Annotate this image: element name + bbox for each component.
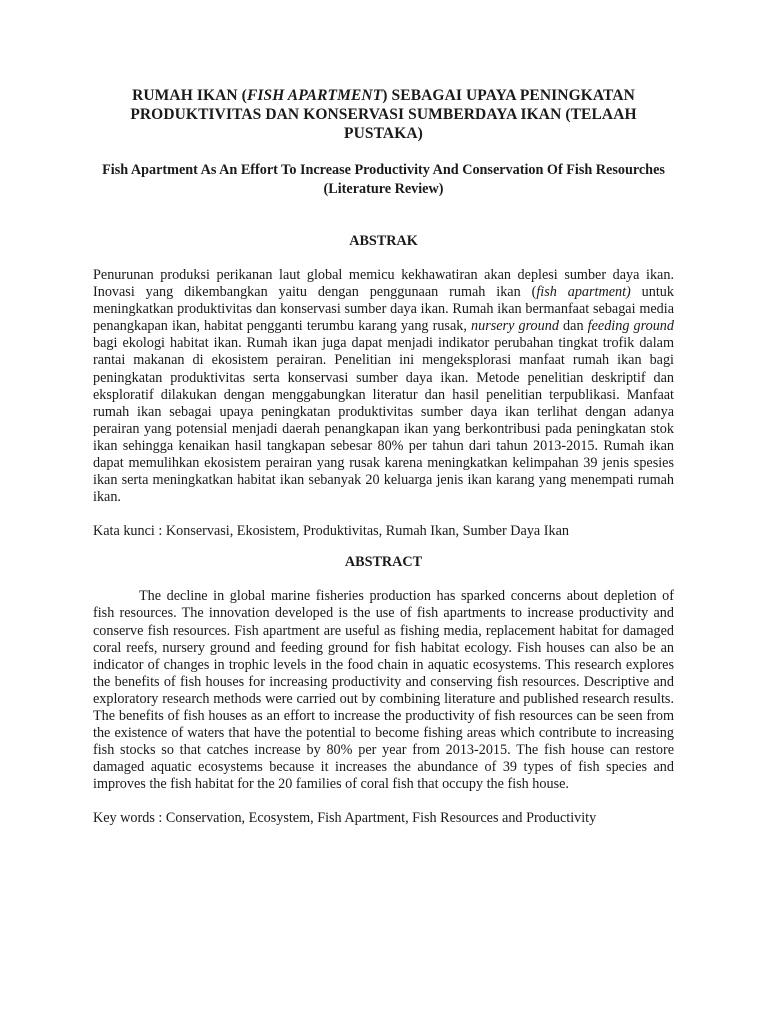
abstract-heading: ABSTRACT (344, 554, 423, 571)
abstract-keywords: Key words : Conservation, Ecosystem, Fish Apartment, Fish Resources and Productivity (93, 810, 597, 827)
abstrak-body: Penurunan produksi perikanan laut global memicu kekhawatiran akan deplesi sumber daya ikan. Inovasi yang dikembangkan yaitu dengan penggunaan rumah ikan (fish apartment) untuk meningkatkan produktivitas dan konservasi sumber daya ikan. Rumah ikan bermanfaat sebagai media penangkapan ikan, habitat pengganti terumbu karang yang rusak, nursery ground dan feeding ground bagi ekologi habitat ikan. Rumah ikan juga dapat menjadi indikator perubahan tingkat trofik dalam rantai makanan di ekosistem perairan. Penelitian ini mengeksplorasi manfaat rumah ikan bagi peningkatan produktivitas serta konservasi sumber daya ikan. Metode penelitian deskriptif dan eksploratif dilakukan dengan menggabungkan literatur dan hasil penelitian terpublikasi. Manfaat rumah ikan sebagai upaya peningkatan produktivitas sumber daya ikan terlihat dengan adanya perairan yang potensial menjadi daerah penangkapan ikan yang berkontribusi pada peningkatan stok ikan sehingga kenaikan hasil tangkapan sebesar 80% per tahun dari tahun 2013-2015. Rumah ikan dapat memulihkan ekosistem perairan yang rusak karena meningkatkan kelimpahan 39 jenis spesies ikan serta meningkatkan habitat ikan sebanyak 20 keluarga jenis ikan karang yang menempati rumah ikan. (93, 267, 674, 506)
title-text-italic: FISH APARTMENT (246, 87, 383, 104)
paper-subtitle: Fish Apartment As An Effort To Increase Productivity And Conservation Of Fish Resourches (Literature Review) (102, 162, 665, 197)
title-text-1: RUMAH IKAN ( (132, 87, 247, 104)
abstract-body: The decline in global marine fisheries production has sparked concerns about depletion of fish resources. The innovation developed is the use of fish apartments to increase productivity and conserve fish resources. Fish apartment are useful as fishing media, replacement habitat for damaged coral reefs, nursery ground and feeding ground for fish habitat ecology. Fish houses can also be an indicator of changes in trophic levels in the food chain in aquatic ecosystems. This research explores the benefits of fish houses for increasing productivity and conserving fish resources. Descriptive and exploratory research methods were carried out by combining literature and published research results. The benefits of fish houses as an effort to increase the productivity of fish resources can be seen from the existence of waters that have the potential to become fishing areas which contribute to increasing fish stocks so that catches increase by 80% per year from 2013-2015. The fish house can restore damaged aquatic ecosystems because it increases the abundance of 39 types of fish species and improves the fish habitat for the 20 families of coral fish that occupy the fish house. (93, 588, 674, 793)
abstrak-keywords: Kata kunci : Konservasi, Ekosistem, Produktivitas, Rumah Ikan, Sumber Daya Ikan (93, 523, 569, 540)
abstrak-heading: ABSTRAK (349, 233, 418, 249)
title-text-2: ) SEBAGAI UPAYA PENINGKATAN PRODUKTIVITAS DAN KONSERVASI SUMBERDAYA IKAN (TELAAH PUSTAKA) (130, 87, 637, 142)
paper-title (93, 86, 674, 143)
document-page (93, 86, 674, 827)
